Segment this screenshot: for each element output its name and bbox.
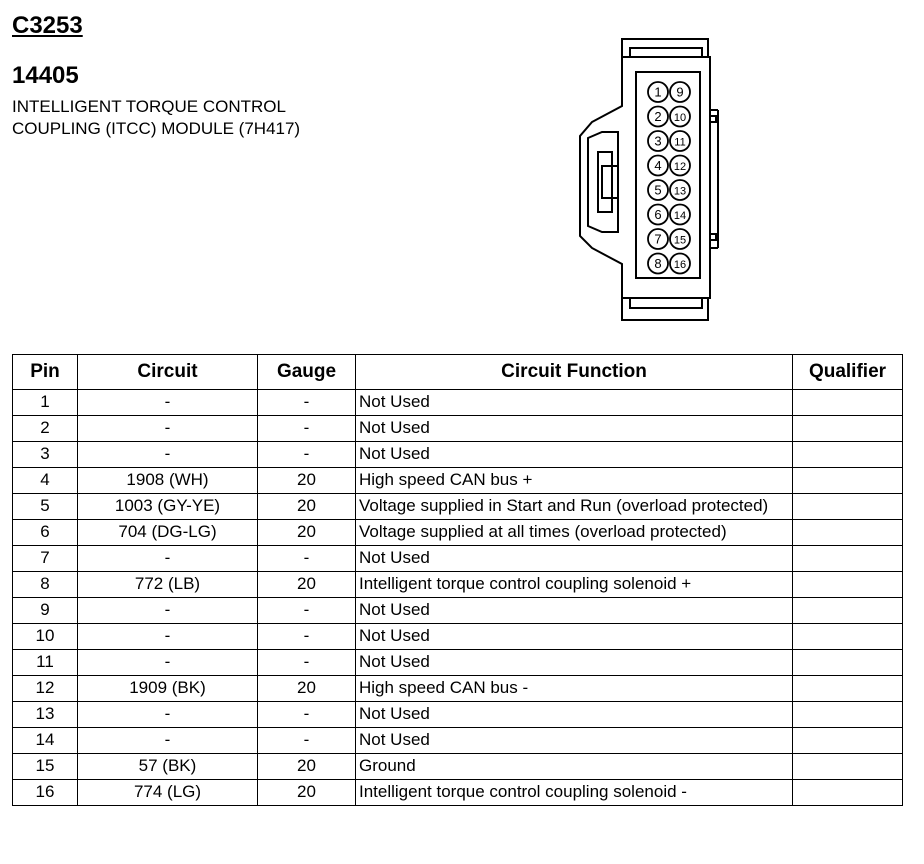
pin-cell: 8 (13, 572, 78, 598)
pin-cell: 10 (13, 624, 78, 650)
pin-number-label: 12 (673, 161, 687, 173)
function-cell: Not Used (356, 390, 793, 416)
function-cell: High speed CAN bus + (356, 468, 793, 494)
function-cell: Not Used (356, 650, 793, 676)
qualifier-cell (793, 598, 903, 624)
gauge-cell: - (258, 598, 356, 624)
pin-cavity-frame (636, 72, 700, 278)
gauge-cell: - (258, 390, 356, 416)
latch-tab (602, 166, 618, 198)
qualifier-cell (793, 572, 903, 598)
table-row (13, 390, 903, 416)
qualifier-cell (793, 754, 903, 780)
function-cell: Not Used (356, 728, 793, 754)
pin-cell: 5 (13, 494, 78, 520)
circuit-cell: 1003 (GY-YE) (78, 494, 258, 520)
pin-number-label: 8 (654, 256, 662, 271)
pin-number-label: 10 (673, 112, 687, 124)
table-row (13, 754, 903, 780)
rail-nub (710, 234, 716, 240)
function-cell: Not Used (356, 442, 793, 468)
gauge-cell: 20 (258, 572, 356, 598)
function-cell: Not Used (356, 598, 793, 624)
pin-cell: 15 (13, 754, 78, 780)
qualifier-cell (793, 728, 903, 754)
circuit-cell: - (78, 442, 258, 468)
pin-cell: 16 (13, 780, 78, 806)
connector-pin (648, 180, 668, 200)
function-cell: High speed CAN bus - (356, 676, 793, 702)
gauge-cell: 20 (258, 754, 356, 780)
pin-number-label: 2 (654, 109, 662, 124)
connector-pin (648, 254, 668, 274)
connector-pin (648, 229, 668, 249)
gauge-cell: - (258, 624, 356, 650)
connector-pin (670, 107, 690, 127)
qualifier-cell (793, 520, 903, 546)
pin-cell: 7 (13, 546, 78, 572)
connector-pin (670, 254, 690, 274)
function-cell: Not Used (356, 416, 793, 442)
connector-id: C3253 (12, 12, 83, 39)
connector-pin (648, 156, 668, 176)
circuit-cell: - (78, 598, 258, 624)
circuit-cell: 774 (LG) (78, 780, 258, 806)
pin-number-label: 14 (673, 210, 687, 222)
qualifier-cell (793, 650, 903, 676)
description-line: INTELLIGENT TORQUE CONTROL (12, 97, 286, 116)
header-qualifier: Qualifier (793, 355, 903, 390)
circuit-cell: - (78, 650, 258, 676)
table-row (13, 416, 903, 442)
qualifier-cell (793, 780, 903, 806)
description-line: COUPLING (ITCC) MODULE (7H417) (12, 119, 301, 138)
connector-face-diagram (572, 36, 722, 324)
pin-cell: 6 (13, 520, 78, 546)
pin-number-label: 1 (654, 84, 662, 100)
connector-pin (648, 205, 668, 225)
header-circuit-function: Circuit Function (356, 355, 793, 390)
pin-cell: 9 (13, 598, 78, 624)
pin-cell: 1 (13, 390, 78, 416)
gauge-cell: - (258, 416, 356, 442)
table-row (13, 442, 903, 468)
pin-number-label: 4 (654, 158, 662, 173)
table-row (13, 676, 903, 702)
table-row (13, 650, 903, 676)
table-row (13, 468, 903, 494)
table-row (13, 624, 903, 650)
part-number: 14405 (12, 62, 79, 89)
circuit-cell: 57 (BK) (78, 754, 258, 780)
qualifier-cell (793, 676, 903, 702)
gauge-cell: 20 (258, 780, 356, 806)
function-cell: Not Used (356, 546, 793, 572)
connector-pin (670, 82, 690, 102)
pin-cell: 3 (13, 442, 78, 468)
header-pin: Pin (13, 355, 78, 390)
connector-pin (648, 107, 668, 127)
pin-cell: 12 (13, 676, 78, 702)
qualifier-cell (793, 702, 903, 728)
qualifier-cell (793, 494, 903, 520)
connector-pin (670, 205, 690, 225)
pin-number-label: 16 (673, 259, 687, 271)
function-cell: Not Used (356, 702, 793, 728)
gauge-cell: - (258, 442, 356, 468)
circuit-cell: - (78, 546, 258, 572)
pin-number-label: 9 (676, 84, 684, 100)
connector-pin (670, 180, 690, 200)
component-description (12, 96, 300, 140)
pinout-table (12, 354, 903, 806)
gauge-cell: 20 (258, 676, 356, 702)
circuit-cell: - (78, 702, 258, 728)
circuit-cell: 1909 (BK) (78, 676, 258, 702)
connector-body (580, 48, 710, 308)
pin-number-label: 13 (673, 185, 687, 198)
pin-cell: 2 (13, 416, 78, 442)
table-row (13, 494, 903, 520)
qualifier-cell (793, 442, 903, 468)
header-circuit: Circuit (78, 355, 258, 390)
qualifier-cell (793, 416, 903, 442)
function-cell: Intelligent torque control coupling solenoid - (356, 780, 793, 806)
table-row (13, 780, 903, 806)
qualifier-cell (793, 624, 903, 650)
circuit-cell: 772 (LB) (78, 572, 258, 598)
pin-cell: 4 (13, 468, 78, 494)
circuit-cell: 1908 (WH) (78, 468, 258, 494)
table-row (13, 728, 903, 754)
pin-number-label: 6 (654, 207, 662, 222)
connector-pin (670, 156, 690, 176)
table-row (13, 572, 903, 598)
gauge-cell: - (258, 728, 356, 754)
gauge-cell: 20 (258, 520, 356, 546)
table-row (13, 520, 903, 546)
connector-pin (670, 131, 690, 151)
table-row (13, 598, 903, 624)
rail-nub (710, 116, 716, 122)
function-cell: Intelligent torque control coupling solenoid + (356, 572, 793, 598)
function-cell: Voltage supplied in Start and Run (overload protected) (356, 494, 793, 520)
circuit-cell: - (78, 390, 258, 416)
table-row (13, 702, 903, 728)
function-cell: Voltage supplied at all times (overload protected) (356, 520, 793, 546)
circuit-cell: - (78, 624, 258, 650)
pin-number-label: 7 (654, 231, 662, 247)
gauge-cell: - (258, 650, 356, 676)
header-gauge: Gauge (258, 355, 356, 390)
pin-cell: 13 (13, 702, 78, 728)
function-cell: Ground (356, 754, 793, 780)
gauge-cell: - (258, 702, 356, 728)
pin-number-label: 11 (674, 136, 686, 149)
pin-number-label: 15 (673, 234, 687, 247)
table-row (13, 546, 903, 572)
qualifier-cell (793, 468, 903, 494)
circuit-cell: - (78, 728, 258, 754)
pin-grid (648, 82, 690, 274)
pin-number-label: 3 (654, 133, 662, 149)
pin-cell: 11 (13, 650, 78, 676)
pin-number-label: 5 (654, 182, 662, 198)
function-cell: Not Used (356, 624, 793, 650)
qualifier-cell (793, 390, 903, 416)
connector-pin (648, 131, 668, 151)
circuit-cell: - (78, 416, 258, 442)
gauge-cell: - (258, 546, 356, 572)
latch-inner (598, 152, 612, 212)
circuit-cell: 704 (DG-LG) (78, 520, 258, 546)
pin-cell: 14 (13, 728, 78, 754)
connector-pin (648, 82, 668, 102)
connector-pin (670, 229, 690, 249)
qualifier-cell (793, 546, 903, 572)
table-header-row (13, 355, 903, 390)
gauge-cell: 20 (258, 494, 356, 520)
gauge-cell: 20 (258, 468, 356, 494)
